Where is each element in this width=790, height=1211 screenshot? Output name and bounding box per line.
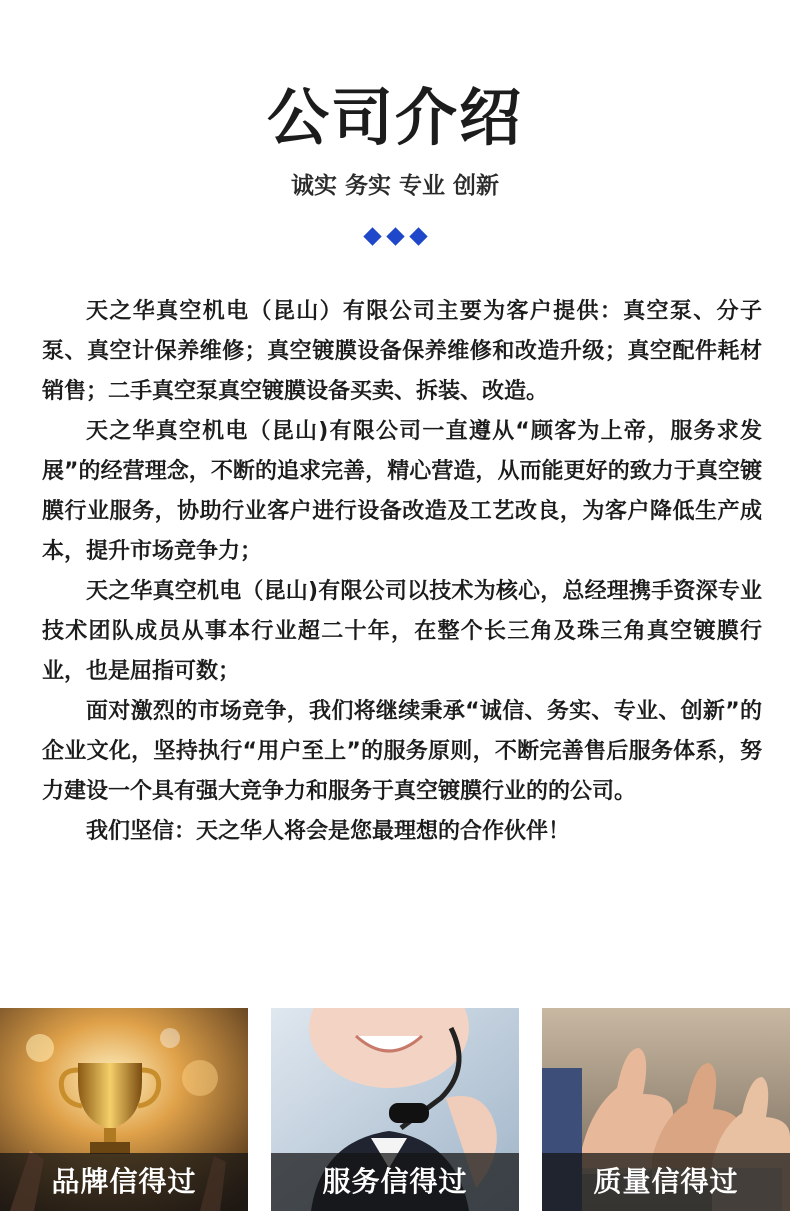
- page-subtitle: 诚实 务实 专业 创新: [290, 173, 500, 199]
- page-title: 公司介绍: [266, 81, 523, 154]
- company-introduction: [42, 292, 762, 852]
- card-brand: [0, 1008, 248, 1211]
- card-caption: 服务信得过: [271, 1153, 519, 1211]
- diamond-icon: [363, 227, 381, 245]
- diamond-icon: [386, 227, 404, 245]
- card-caption: 质量信得过: [542, 1153, 790, 1211]
- paragraph: 我们坚信：天之华人将会是您最理想的合作伙伴！: [86, 819, 571, 844]
- paragraph: 天之华真空机电（昆山）有限公司主要为客户提供：真空泵、分子泵、真空计保养维修；真空镀膜设备保养维修和改造升级；真空配件耗材销售；二手真空泵真空镀膜设备买卖、拆装、改造。: [42, 299, 762, 404]
- paragraph: 面对激烈的市场竞争，我们将继续秉承“诚信、务实、专业、创新”的企业文化，坚持执行“用户至上”的服务原则，不断完善售后服务体系，努力建设一个具有强大竞争力和服务于真空镀膜行业的的公司。: [42, 699, 762, 804]
- feature-cards: [0, 1008, 790, 1211]
- card-service: [271, 1008, 519, 1211]
- diamond-icon: [409, 227, 427, 245]
- paragraph: 天之华真空机电（昆山)有限公司一直遵从“顾客为上帝，服务求发展”的经营理念，不断的追求完善，精心营造，从而能更好的致力于真空镀膜行业服务，协助行业客户进行设备改造及工艺改良，为客户降低生产成本，提升市场竞争力；: [42, 419, 762, 564]
- decorative-diamonds: [0, 226, 790, 248]
- paragraph: 天之华真空机电（昆山)有限公司以技术为核心，总经理携手资深专业技术团队成员从事本行业超二十年，在整个长三角及珠三角真空镀膜行业，也是屈指可数；: [42, 579, 762, 684]
- card-caption: 品牌信得过: [0, 1153, 248, 1211]
- card-quality: [542, 1008, 790, 1211]
